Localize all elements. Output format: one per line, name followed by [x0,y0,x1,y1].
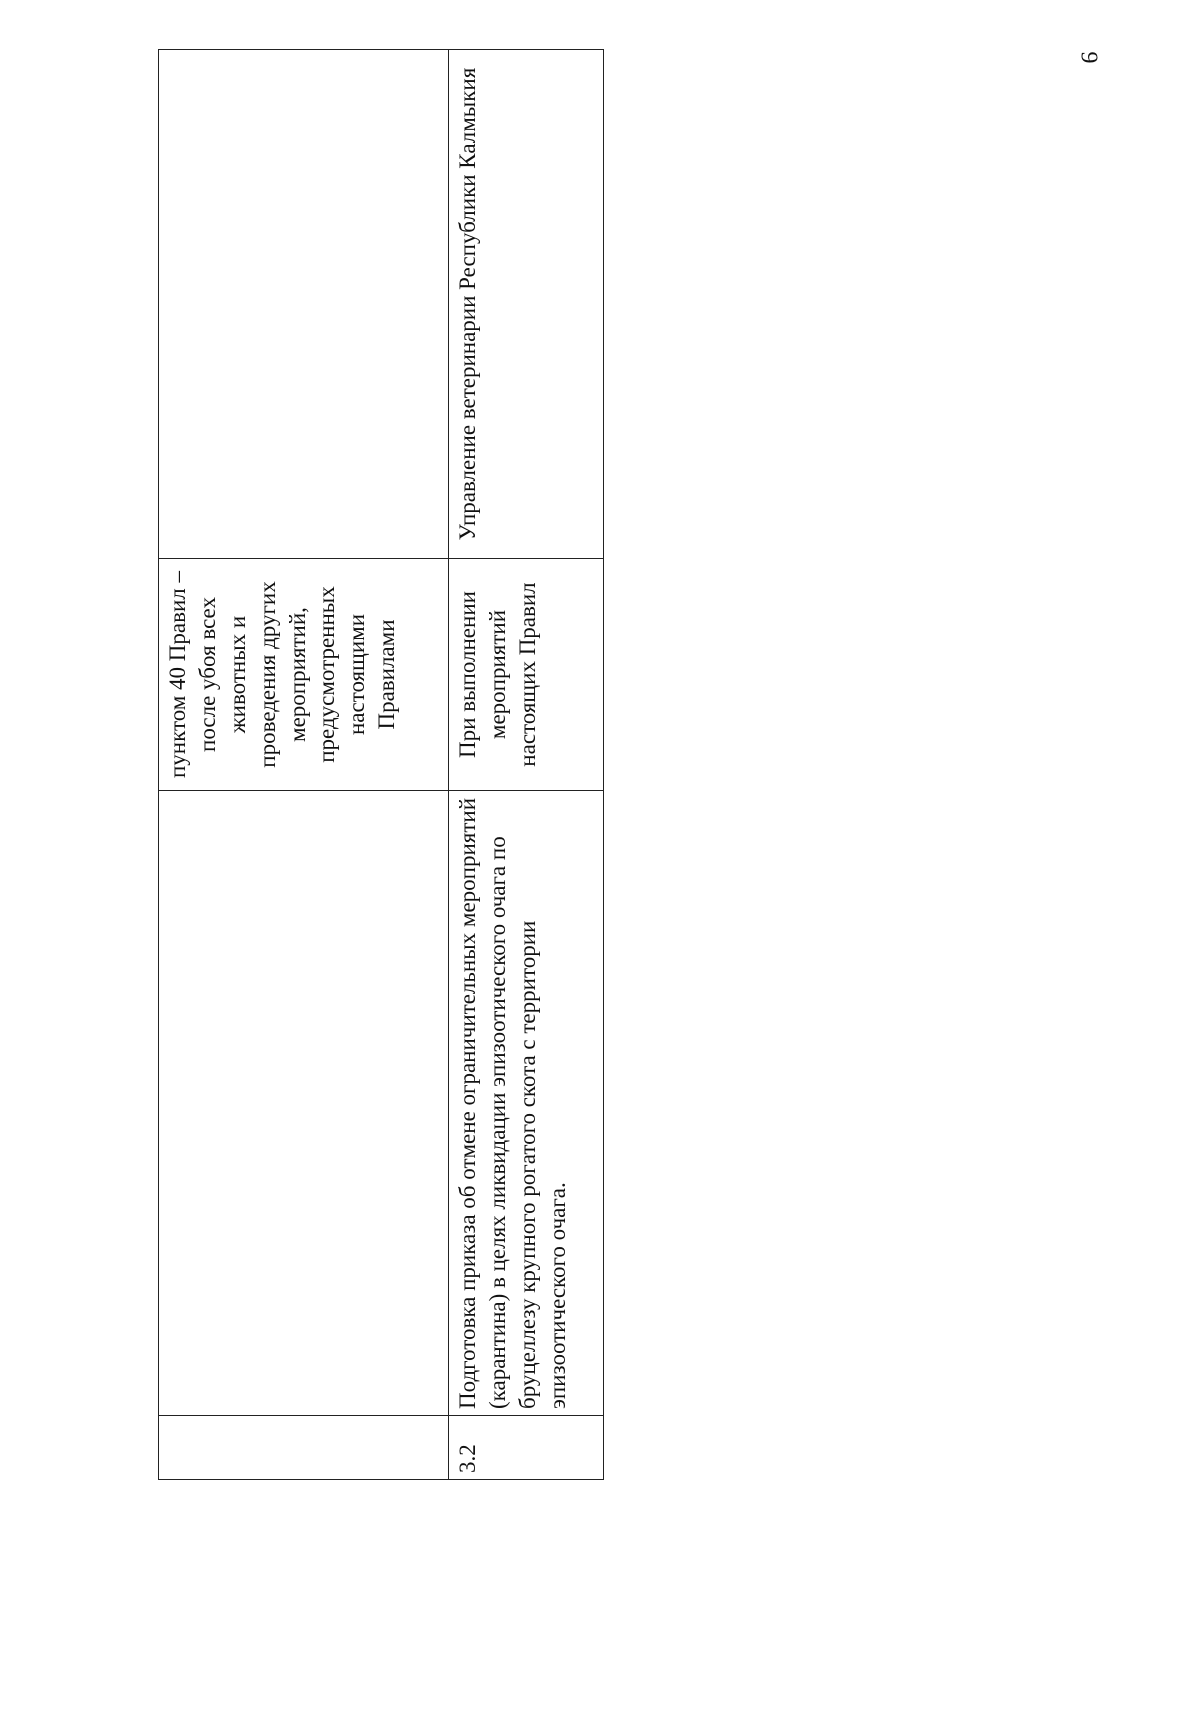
rotated-table-container [158,50,603,1480]
cell-number: 3.2 [449,1416,604,1480]
cell-term: пунктом 40 Правил – после убоя всех животных и проведения других мероприятий, предусмотренных настоящими Правилами [159,559,449,791]
cell-responsible [159,50,449,559]
table-wrapper [158,50,603,1480]
cell-action: Подготовка приказа об отмене ограничительных мероприятий (карантина) в целях ликвидации эпизоотического очага по бруцеллезу крупного рогатого скота с территории эпизоотического очага. [449,791,604,1416]
page-number: 9 [1075,51,1102,64]
cell-action [159,791,449,1416]
table-row [159,50,449,1480]
table-row [449,50,604,1480]
measures-table [158,49,604,1480]
cell-responsible: Управление ветеринарии Республики Калмыкия [449,50,604,559]
cell-term: При выполнении мероприятий настоящих Правил [449,559,604,791]
cell-number [159,1416,449,1480]
